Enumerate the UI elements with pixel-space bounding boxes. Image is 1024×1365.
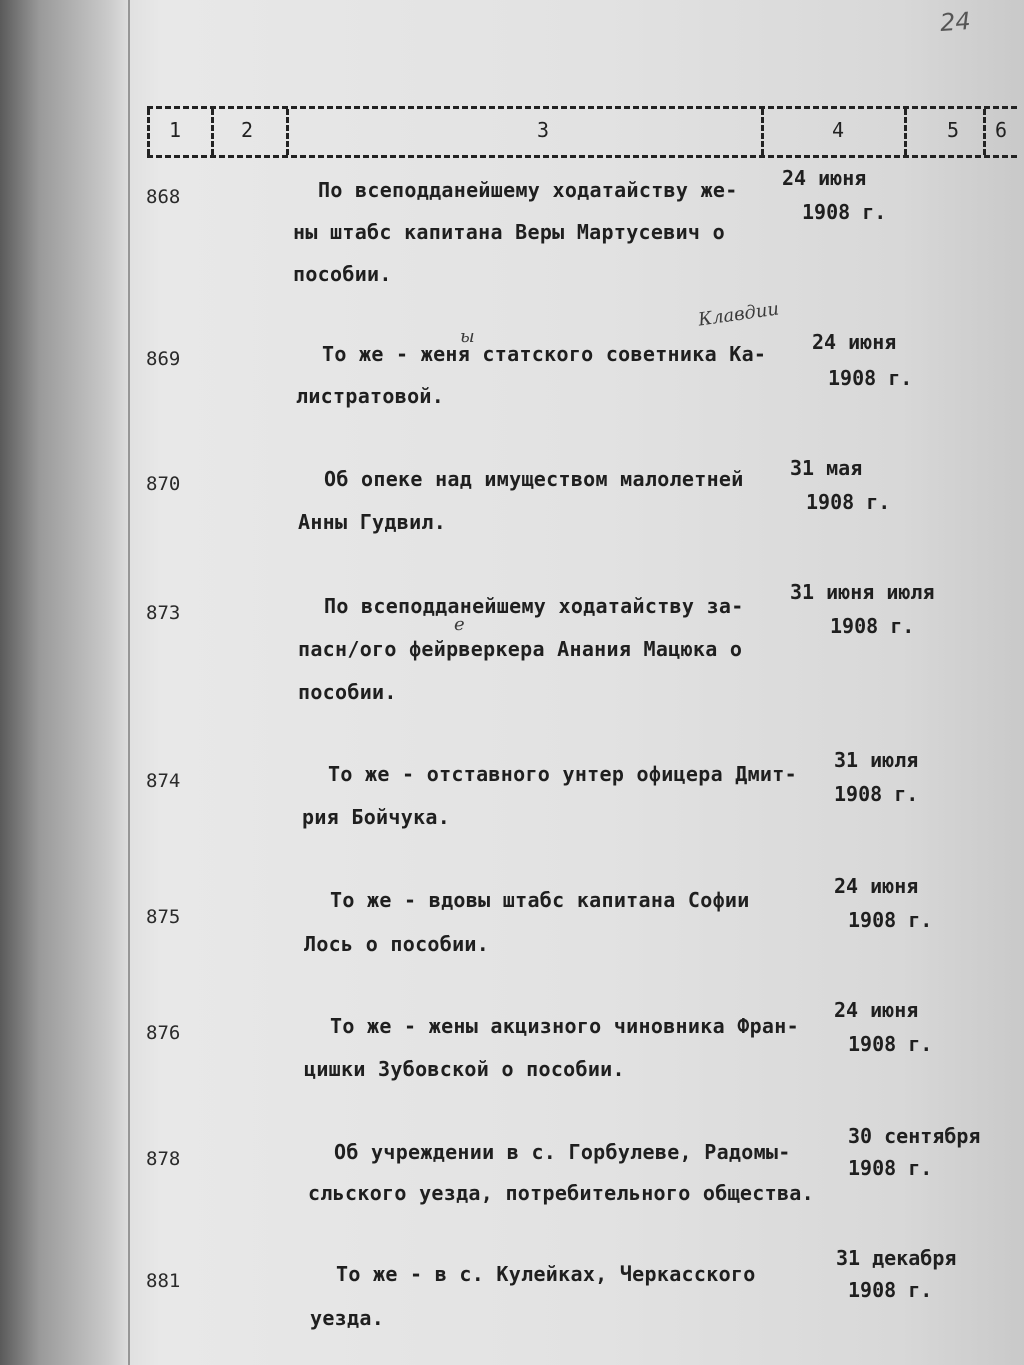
entry-text-line: То же - женя статского советника Ка- <box>322 342 767 366</box>
entry-text-line: ны штабс капитана Веры Мартусевич о <box>293 220 725 244</box>
entry-number: 875 <box>146 906 181 928</box>
entry-number: 876 <box>146 1022 181 1044</box>
entry-number: 878 <box>146 1148 181 1170</box>
entry-date-day: 31 мая <box>790 456 863 480</box>
entry-date-year: 1908 г. <box>806 490 891 514</box>
entry-number: 868 <box>146 186 181 208</box>
entry-text-line: То же - жены акцизного чиновника Фран- <box>330 1014 799 1038</box>
entry-text-line: пасн/ого фейрверкера Анания Мацюка о <box>298 637 743 661</box>
entry-date-year: 1908 г. <box>802 200 887 224</box>
entry-text-line: Лось о пособии. <box>304 932 490 956</box>
entry-date-year: 1908 г. <box>834 782 919 806</box>
entry-date-year: 1908 г. <box>830 614 915 638</box>
entry-date-day: 30 сентября <box>848 1124 981 1148</box>
header-col-2: 2 <box>241 118 254 142</box>
header-col-6: 6 <box>995 118 1008 142</box>
entry-text-line: Анны Гудвил. <box>298 510 447 534</box>
header-col-4: 4 <box>832 118 845 142</box>
entry-date-day: 31 июня июля <box>790 580 935 604</box>
entry-date-year: 1908 г. <box>828 366 913 390</box>
entry-text-line: цишки Зубовской о пособии. <box>304 1057 625 1081</box>
entry-date-day: 24 июня <box>834 998 919 1022</box>
handwritten-correction: ы <box>460 326 475 347</box>
entry-text-line: сльского уезда, потребительного общества. <box>308 1181 814 1205</box>
handwritten-correction: е <box>454 614 465 635</box>
entry-text-line: То же - отставного унтер офицера Дмит- <box>328 762 797 786</box>
handwritten-insertion: Клавдии <box>696 298 781 331</box>
header-divider <box>983 109 986 155</box>
entry-date-day: 24 июня <box>782 166 867 190</box>
entry-text-line: пособии. <box>298 680 397 704</box>
header-col-3: 3 <box>537 118 550 142</box>
header-divider <box>904 109 907 155</box>
header-divider <box>761 109 764 155</box>
entry-text-line: рия Бойчука. <box>302 805 451 829</box>
binding-shadow <box>0 0 130 1365</box>
entry-date-year: 1908 г. <box>848 1032 933 1056</box>
entry-date-day: 31 декабря <box>836 1246 957 1270</box>
entry-date-year: 1908 г. <box>848 1278 933 1302</box>
entry-date-year: 1908 г. <box>848 1156 933 1180</box>
header-divider <box>147 109 150 155</box>
header-col-5: 5 <box>947 118 960 142</box>
entry-text-line: По всеподданейшему ходатайству за- <box>324 594 744 618</box>
page-fold <box>128 0 130 1365</box>
entry-number: 874 <box>146 770 181 792</box>
entry-text-line: То же - вдовы штабс капитана Софии <box>330 888 750 912</box>
entry-date-day: 24 июня <box>834 874 919 898</box>
header-divider <box>211 109 214 155</box>
entry-number: 869 <box>146 348 181 370</box>
entry-text-line: пособии. <box>293 262 392 286</box>
entry-text-line: Об учреждении в с. Горбулеве, Радомы- <box>334 1140 791 1164</box>
header-divider <box>286 109 289 155</box>
entry-text-line: Об опеке над имуществом малолетней <box>324 467 744 491</box>
entry-text-line: По всеподданейшему ходатайству же- <box>318 178 738 202</box>
entry-text-line: То же - в с. Кулейках, Черкасского <box>336 1262 756 1286</box>
folio-number: 24 <box>939 6 972 38</box>
entry-number: 881 <box>146 1270 181 1292</box>
entry-date-day: 31 июля <box>834 748 919 772</box>
entry-date-year: 1908 г. <box>848 908 933 932</box>
header-col-1: 1 <box>169 118 182 142</box>
entry-date-day: 24 июня <box>812 330 897 354</box>
column-header <box>147 106 1017 158</box>
entry-text-line: уезда. <box>310 1306 385 1330</box>
entry-number: 873 <box>146 602 181 624</box>
entry-text-line: листратовой. <box>296 384 445 408</box>
entry-number: 870 <box>146 473 181 495</box>
